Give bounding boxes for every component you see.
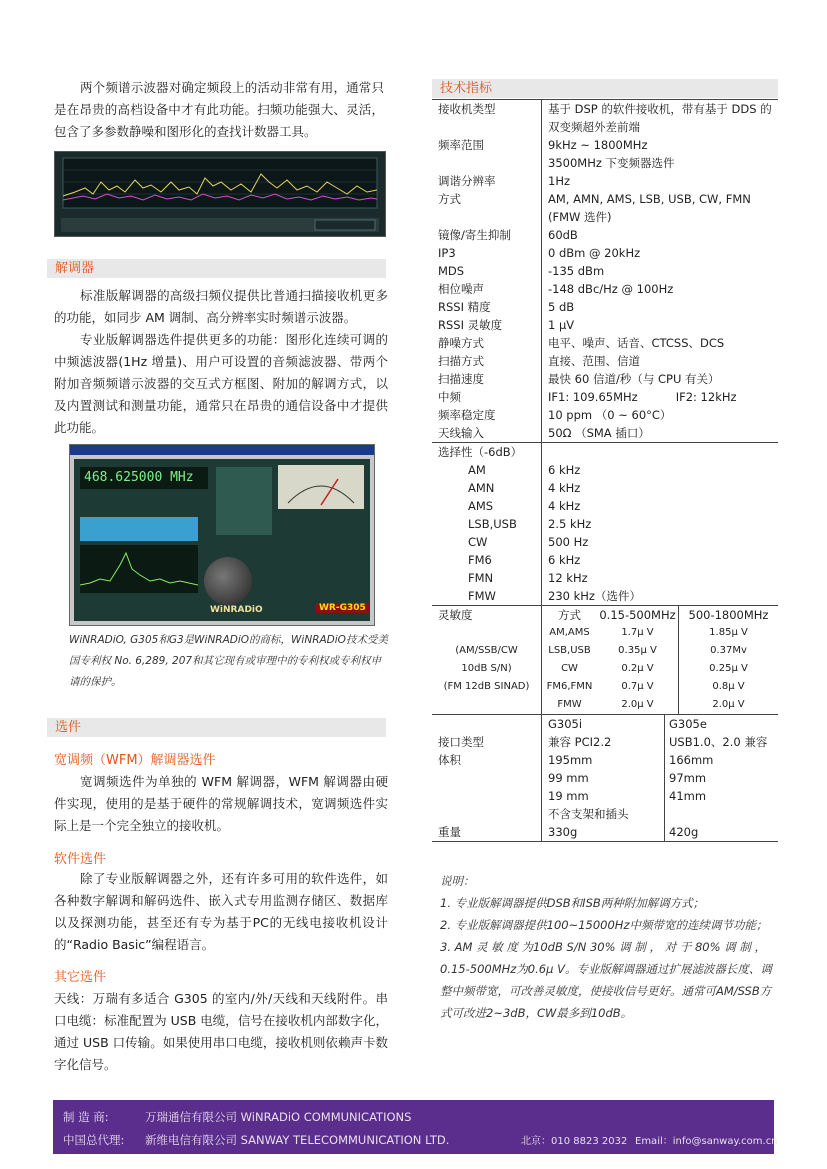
interface-row: 99 mm 97mm [432, 769, 778, 787]
section-options: 选件 [47, 718, 386, 737]
wfm-paragraph: 宽调频选件为单独的 WFM 解调器，WFM 解调器由硬件实现，使用的是基于硬件的常规解调技术，宽调频选件实际上是一个完全独立的接收机。 [54, 774, 388, 833]
note-3: 3. AM 灵 敏 度 为10dB S/N 30% 调 制 ， 对 于 80% 调 制 ，0.15-500MHz为0.6μ V。专业版解调器通过扩展滤波器长度、调整中频带宽，可改善灵敏度，使接收信号更好。通常可AM/SSB方式可改进2~3dB，CW最多到10dB。 [440, 940, 772, 1020]
selectivity-row: FM6 6 kHz [432, 551, 778, 569]
note-1: 1. 专业版解调器提供DSB和ISB两种附加解调方式； [440, 896, 705, 910]
selectivity-row: AMS 4 kHz [432, 497, 778, 515]
sensitivity-header: 灵敏度 方式 0.15-500MHz 500-1800MHz [432, 606, 778, 624]
section-specs: 技术指标 [432, 79, 778, 98]
spectrum-scope-screenshot [54, 151, 386, 237]
interface-row: 接口类型 兼容 PCI2.2 USB1.0、2.0 兼容 [432, 733, 778, 751]
winradio-app-screenshot [69, 444, 375, 626]
tuning-knob[interactable] [204, 557, 252, 605]
wfm-heading: 宽调频（WFM）解调器选件 [54, 753, 216, 768]
mini-spectrum-icon [80, 545, 198, 593]
spec-row: 3500MHz 下变频器选件 [432, 154, 778, 172]
selectivity-row: CW 500 Hz [432, 533, 778, 551]
radio-model: WR-G305 [316, 603, 369, 613]
spec-row: 频率范围 9kHz ~ 1800MHz [432, 136, 778, 154]
spec-row: 静噪方式 电平、噪声、话音、CTCSS、DCS [432, 334, 778, 352]
spec-row: 接收机类型 基于 DSP 的软件接收机，带有基于 DDS 的双变频超外差前端 [432, 100, 778, 136]
spec-sensitivity [432, 606, 778, 715]
spec-row: 镜像/寄生抑制 60dB [432, 226, 778, 244]
selectivity-row: FMN 12 kHz [432, 569, 778, 587]
footer-maker-label: 制 造 商: [63, 1110, 109, 1124]
interface-row: 重量 330g 420g [432, 823, 778, 841]
interface-row: 体积 195mm 166mm [432, 751, 778, 769]
spec-row: (FMW 选件) [432, 208, 778, 226]
section-demodulator: 解调器 [47, 259, 386, 278]
intro-paragraph: 两个频谱示波器对确定频段上的活动非常有用，通常只是在昂贵的高档设备中才有此功能。扫频功能强大、灵活，包含了多参数静噪和图形化的查找计数器工具。 [54, 80, 384, 139]
spec-selectivity [432, 443, 778, 606]
sensitivity-row: 10dB S/N) CW 0.2μ V 0.25μ V [432, 660, 778, 678]
frequency-display: 468.625000 MHz [80, 467, 208, 489]
spectrum-graph-icon [55, 152, 385, 236]
spec-row: 调谐分辨率 1Hz [432, 172, 778, 190]
software-paragraph: 除了专业版解调器之外，还有许多可用的软件选件，如各种数字解调和解码选件、嵌入式专用监测存储区、数据库以及探测功能，甚至还有专为基于PC的无线电接收机设计的“Radio Basic”编程语言。 [54, 871, 388, 952]
interface-row: 19 mm 41mm [432, 787, 778, 805]
other-paragraph: 天线：万瑞有多适合 G305 的室内/外/天线和天线附件。串口电缆：标准配置为 USB 电缆，信号在接收机内部数字化，通过 USB 口传输。如果使用串口电缆，接收机则依赖声卡数字化信号。 [54, 991, 388, 1072]
notes [440, 870, 778, 1024]
spec-table [432, 99, 778, 842]
spec-row: MDS -135 dBm [432, 262, 778, 280]
interface-row: 不含支架和插头 [432, 805, 778, 823]
selectivity-row: FMW 230 kHz（选件） [432, 587, 778, 605]
spec-row: IP3 0 dBm @ 20kHz [432, 244, 778, 262]
spec-row: 中频 IF1: 109.65MHz IF2: 12kHz [432, 388, 778, 406]
footer-phone: 北京：010 8823 2032 [521, 1136, 628, 1147]
software-heading: 软件选件 [54, 852, 107, 867]
footer-agent-label: 中国总代理: [63, 1133, 125, 1147]
spec-row: 方式 AM, AMN, AMS, LSB, USB, CW, FMN [432, 190, 778, 208]
radio-logo: WiNRADiO [210, 605, 263, 615]
spec-interface [432, 715, 778, 842]
selectivity-row: LSB,USB 2.5 kHz [432, 515, 778, 533]
other-heading: 其它选件 [54, 970, 107, 985]
spec-row: 扫描速度 最快 60 信道/秒（与 CPU 有关） [432, 370, 778, 388]
note-2: 2. 专业版解调器提供100~15000Hz中频带宽的连续调节功能； [440, 918, 768, 932]
window-titlebar [70, 445, 374, 455]
spec-row: 天线输入 50Ω （SMA 插口） [432, 424, 778, 442]
selectivity-label-row: 选择性（-6dB） [432, 443, 778, 461]
spec-row: 相位噪声 -148 dBc/Hz @ 100Hz [432, 280, 778, 298]
spec-row: 扫描方式 直接、范围、信道 [432, 352, 778, 370]
sensitivity-row: AM,AMS 1.7μ V 1.85μ V [432, 624, 778, 642]
footer-agent: 新维电信有限公司 SANWAY TELECOMMUNICATION LTD. [145, 1133, 450, 1147]
sensitivity-row: (AM/SSB/CW LSB,USB 0.35μ V 0.37Mv [432, 642, 778, 660]
s-meter [278, 465, 364, 509]
trademark-caption: WiNRADiO, G305和G3是WiNRADiO的商标，WiNRADiO技术受美国专利权 No. 6,289, 207和其它现有或审理中的专利权或专利权申请的保护。 [69, 634, 388, 688]
spec-row: RSSI 灵敏度 1 μV [432, 316, 778, 334]
demod-paragraph-2: 专业版解调器选件提供更多的功能：图形化连续可调的中频滤波器(1Hz 增量)、用户可设置的音频滤波器、带两个附加音频频谱示波器的交互式方框图、附加的解调方式，以及内置测试和测量功能，通常只在昂贵的通信设备中才提供此功能。 [54, 332, 388, 435]
interface-header: G305i G305e [432, 715, 778, 733]
spec-row: RSSI 精度 5 dB [432, 298, 778, 316]
demod-paragraph-1: 标准版解调器的高级扫频仪提供比普通扫描接收机更多的功能，如同步 AM 调制、高分辨率实时频谱示波器。 [54, 288, 388, 325]
spec-general [432, 100, 778, 443]
spec-row: 频率稳定度 10 ppm （0 ~ 60°C） [432, 406, 778, 424]
if2-value: IF2: 12kHz [675, 390, 737, 404]
sensitivity-row: FMW 2.0μ V 2.0μ V [432, 696, 778, 714]
s-meter-needle-icon [278, 465, 364, 509]
footer-email: Email：info@sanway.com.cn [635, 1136, 778, 1147]
selectivity-row: AMN 4 kHz [432, 479, 778, 497]
footer-bar [53, 1100, 778, 1154]
notes-title: 说明： [440, 874, 475, 888]
selectivity-row: AM 6 kHz [432, 461, 778, 479]
footer-maker: 万瑞通信有限公司 WiNRADiO COMMUNICATIONS [145, 1110, 412, 1124]
sensitivity-row: (FM 12dB SINAD) FM6,FMN 0.7μ V 0.8μ V [432, 678, 778, 696]
